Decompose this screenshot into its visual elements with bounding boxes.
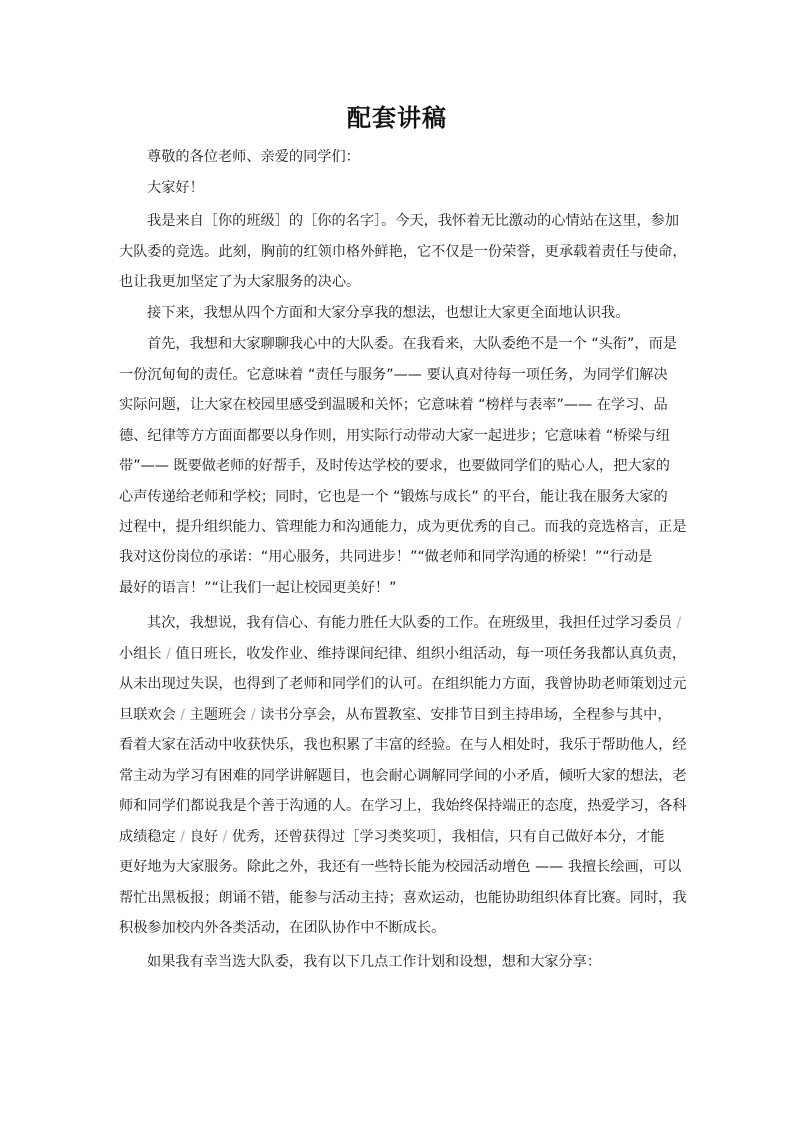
text-line: 大家好！: [147, 180, 204, 196]
text-line: 德、纪律等方方面面都要以身作则，用实际行动带动大家一起进步；它意味着 “桥梁与纽: [119, 428, 670, 444]
text-line: 其次，我想说，我有信心、有能力胜任大队委的工作。在班级里，我担任过学习委员 /: [147, 615, 682, 631]
separator-slash: /: [166, 646, 171, 662]
document-title: 配套讲稿: [347, 104, 447, 132]
text-line: 心声传递给老师和学校；同时，它也是一个 “锻炼与成长” 的平台，能让我在服务大家的: [119, 489, 668, 505]
separator-slash: /: [250, 707, 256, 723]
text-line: 我对这份岗位的承诺：“用心服务，共同进步！”“做老师和同学沟通的桥梁！”“行动是: [119, 549, 653, 565]
separator-slash: /: [180, 829, 186, 845]
text-line: 帮忙出黑板报；朗诵不错，能参与活动主持；喜欢运动，也能协助组织体育比赛。同时，我: [119, 890, 687, 906]
text-line: 我是来自［你的班级］的［你的名字］。今天，我怀着无比激动的心情站在这里，参加: [147, 213, 680, 229]
text-line: 成绩稳定 / 良好 / 优秀，还曾获得过［学习类奖项］，我相信，只有自己做好本分，才能: [119, 829, 665, 845]
text-line: 首先，我想和大家聊聊我心中的大队委。在我看来，大队委绝不是一个 “头衔”，而是: [147, 336, 677, 352]
text-line: 带”—— 既要做老师的好帮手，及时传达学校的要求，也要做同学们的贴心人，把大家的: [119, 458, 670, 474]
text-line: 大队委的竞选。此刻，胸前的红领巾格外鲜艳，它不仅是一份荣誉，更承载着责任与使命，: [119, 244, 687, 260]
text-line: 常主动为学习有困难的同学讲解题目，也会耐心调解同学间的小矛盾，倾听大家的想法，老: [119, 768, 687, 784]
text-line: 旦联欢会 / 主题班会 / 读书分享会，从布置教室、安排节目到主持串场，全程参与其中，: [119, 707, 672, 723]
text-line: 最好的语言！”“让我们一起让校园更美好！”: [119, 580, 397, 596]
separator-slash: /: [180, 707, 186, 723]
text-line: 过程中，提升组织能力、管理能力和沟通能力，成为更优秀的自己。而我的竞选格言，正是: [119, 519, 687, 535]
text-line: 实际问题，让大家在校园里感受到温暖和关怀；它意味着 “榜样与表率”—— 在学习、品: [119, 397, 668, 413]
text-line: 接下来，我想从四个方面和大家分享我的想法，也想让大家更全面地认识我。: [147, 305, 630, 321]
text-line: 也让我更加坚定了为大家服务的决心。: [119, 274, 361, 290]
text-line: 从未出现过失误，也得到了老师和同学们的认可。在组织能力方面，我曾协助老师策划过元: [119, 676, 687, 692]
text-line: 更好地为大家服务。除此之外，我还有一些特长能为校园活动增色 —— 我擅长绘画，可以: [119, 859, 682, 875]
separator-slash: /: [222, 829, 228, 845]
text-line: 积极参加校内外各类活动，在团队协作中不断成长。: [119, 920, 446, 936]
text-line: 尊敬的各位老师、亲爱的同学们：: [147, 149, 360, 165]
text-line: 师和同学们都说我是个善于沟通的人。在学习上，我始终保持端正的态度，热爱学习，各科: [119, 798, 687, 814]
text-line: 如果我有幸当选大队委，我有以下几点工作计划和设想，想和大家分享：: [147, 954, 602, 970]
text-line: 小组长 / 值日班长，收发作业、维持课间纪律、组织小组活动，每一项任务我都认真负责，: [119, 646, 687, 662]
text-line: 看着大家在活动中收获快乐，我也积累了丰富的经验。在与人相处时，我乐于帮助他人，经: [119, 737, 687, 753]
text-line: 一份沉甸甸的责任。它意味着 “责任与服务”—— 要认真对待每一项任务，为同学们解决: [119, 367, 668, 383]
separator-slash: /: [676, 615, 682, 631]
